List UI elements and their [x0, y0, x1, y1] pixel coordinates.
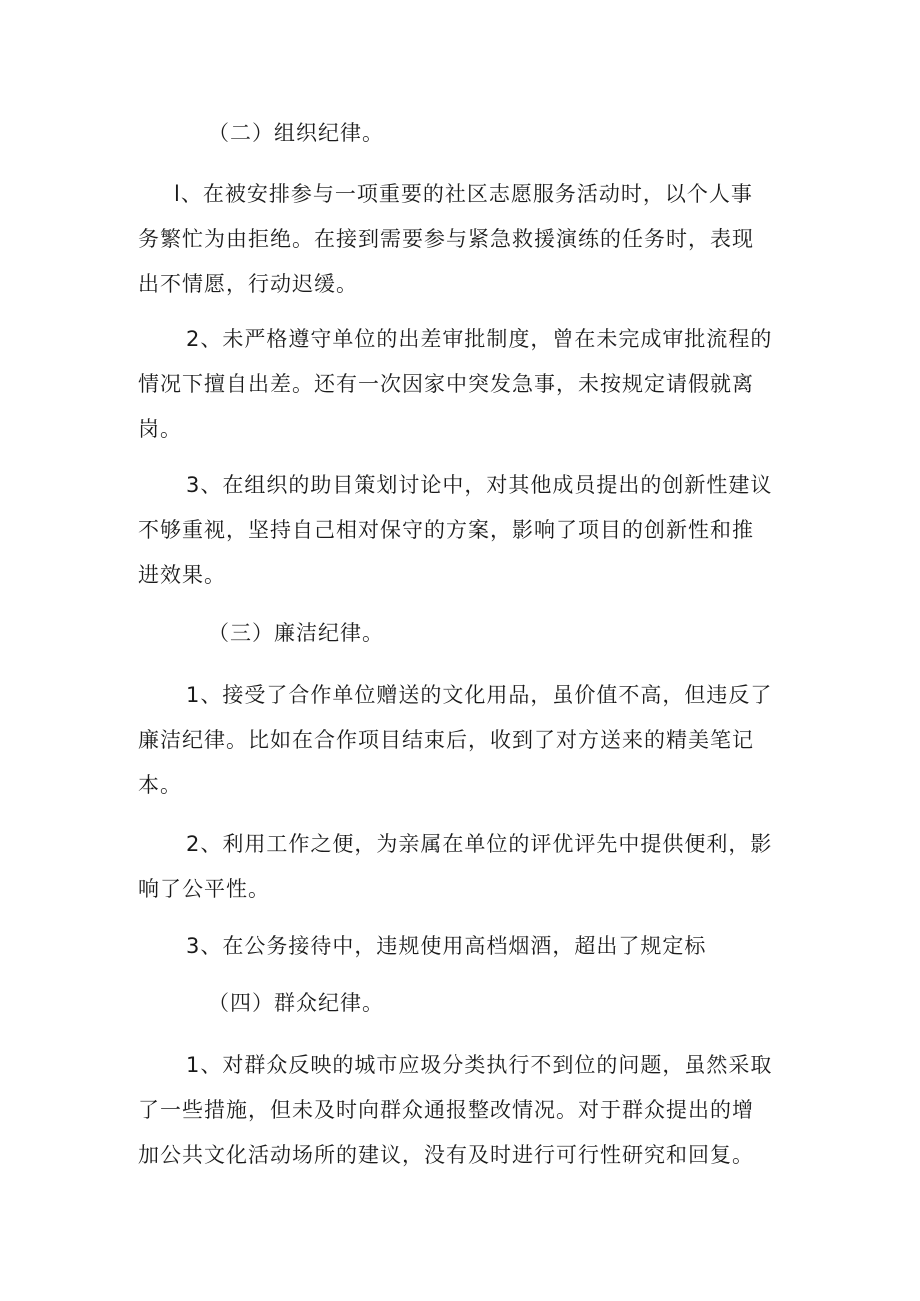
paragraph-line: 进效果。 [138, 563, 226, 587]
paragraph-line: 本。 [138, 773, 182, 797]
section-heading-masses: （四）群众纪律。 [208, 991, 384, 1015]
paragraph-organization-1 [138, 172, 788, 307]
paragraph-line: 情况下擅自出差。还有一次因家中突发急事，未按规定请假就离 [138, 372, 754, 396]
paragraph-line: 廉洁纪律。比如在合作项目结束后，收到了对方送来的精美笔记 [138, 728, 754, 752]
paragraph-line: 出不情愿，行动迟缓。 [138, 272, 358, 296]
paragraph-line: 3、在组织的助目策划讨论中，对其他成员提出的创新性建议 [186, 473, 773, 497]
paragraph-line: 3、在公务接待中，违规使用高档烟酒，超出了规定标 [186, 934, 707, 958]
section-heading-integrity: （三）廉洁纪律。 [208, 621, 384, 645]
paragraph-integrity-2 [138, 822, 788, 912]
section-heading-organization: （二）组织纪律。 [208, 121, 384, 145]
paragraph-organization-3 [138, 463, 788, 598]
paragraph-integrity-3 [138, 924, 788, 969]
paragraph-line: l、在被安排参与一项重要的社区志愿服务活动时，以个人事 [174, 182, 753, 206]
paragraph-line: 响了公平性。 [138, 877, 270, 901]
paragraph-line: 务繁忙为由拒绝。在接到需要参与紧急救援演练的任务时，表现 [138, 227, 754, 251]
paragraph-line: 2、利用工作之便，为亲属在单位的评优评先中提供便利，影 [186, 832, 773, 856]
paragraph-masses-1 [138, 1043, 788, 1178]
paragraph-line: 了一些措施，但未及时向群众通报整改情况。对于群众提出的增 [138, 1098, 754, 1122]
paragraph-line: 不够重视，坚持自己相对保守的方案，影响了项目的创新性和推 [138, 518, 754, 542]
paragraph-line: 加公共文化活动场所的建议，没有及时进行可行性研究和回复。 [138, 1143, 754, 1167]
paragraph-line: 岗。 [138, 417, 182, 441]
paragraph-integrity-1 [138, 673, 788, 808]
paragraph-line: 1、对群众反映的城市应圾分类执行不到位的问题，虽然采取 [186, 1053, 773, 1077]
paragraph-line: 2、未严格遵守单位的出差审批制度，曾在未完成审批流程的 [186, 327, 773, 351]
paragraph-line: 1、接受了合作单位赠送的文化用品，虽价值不高，但违反了 [186, 683, 773, 707]
paragraph-organization-2 [138, 317, 788, 452]
